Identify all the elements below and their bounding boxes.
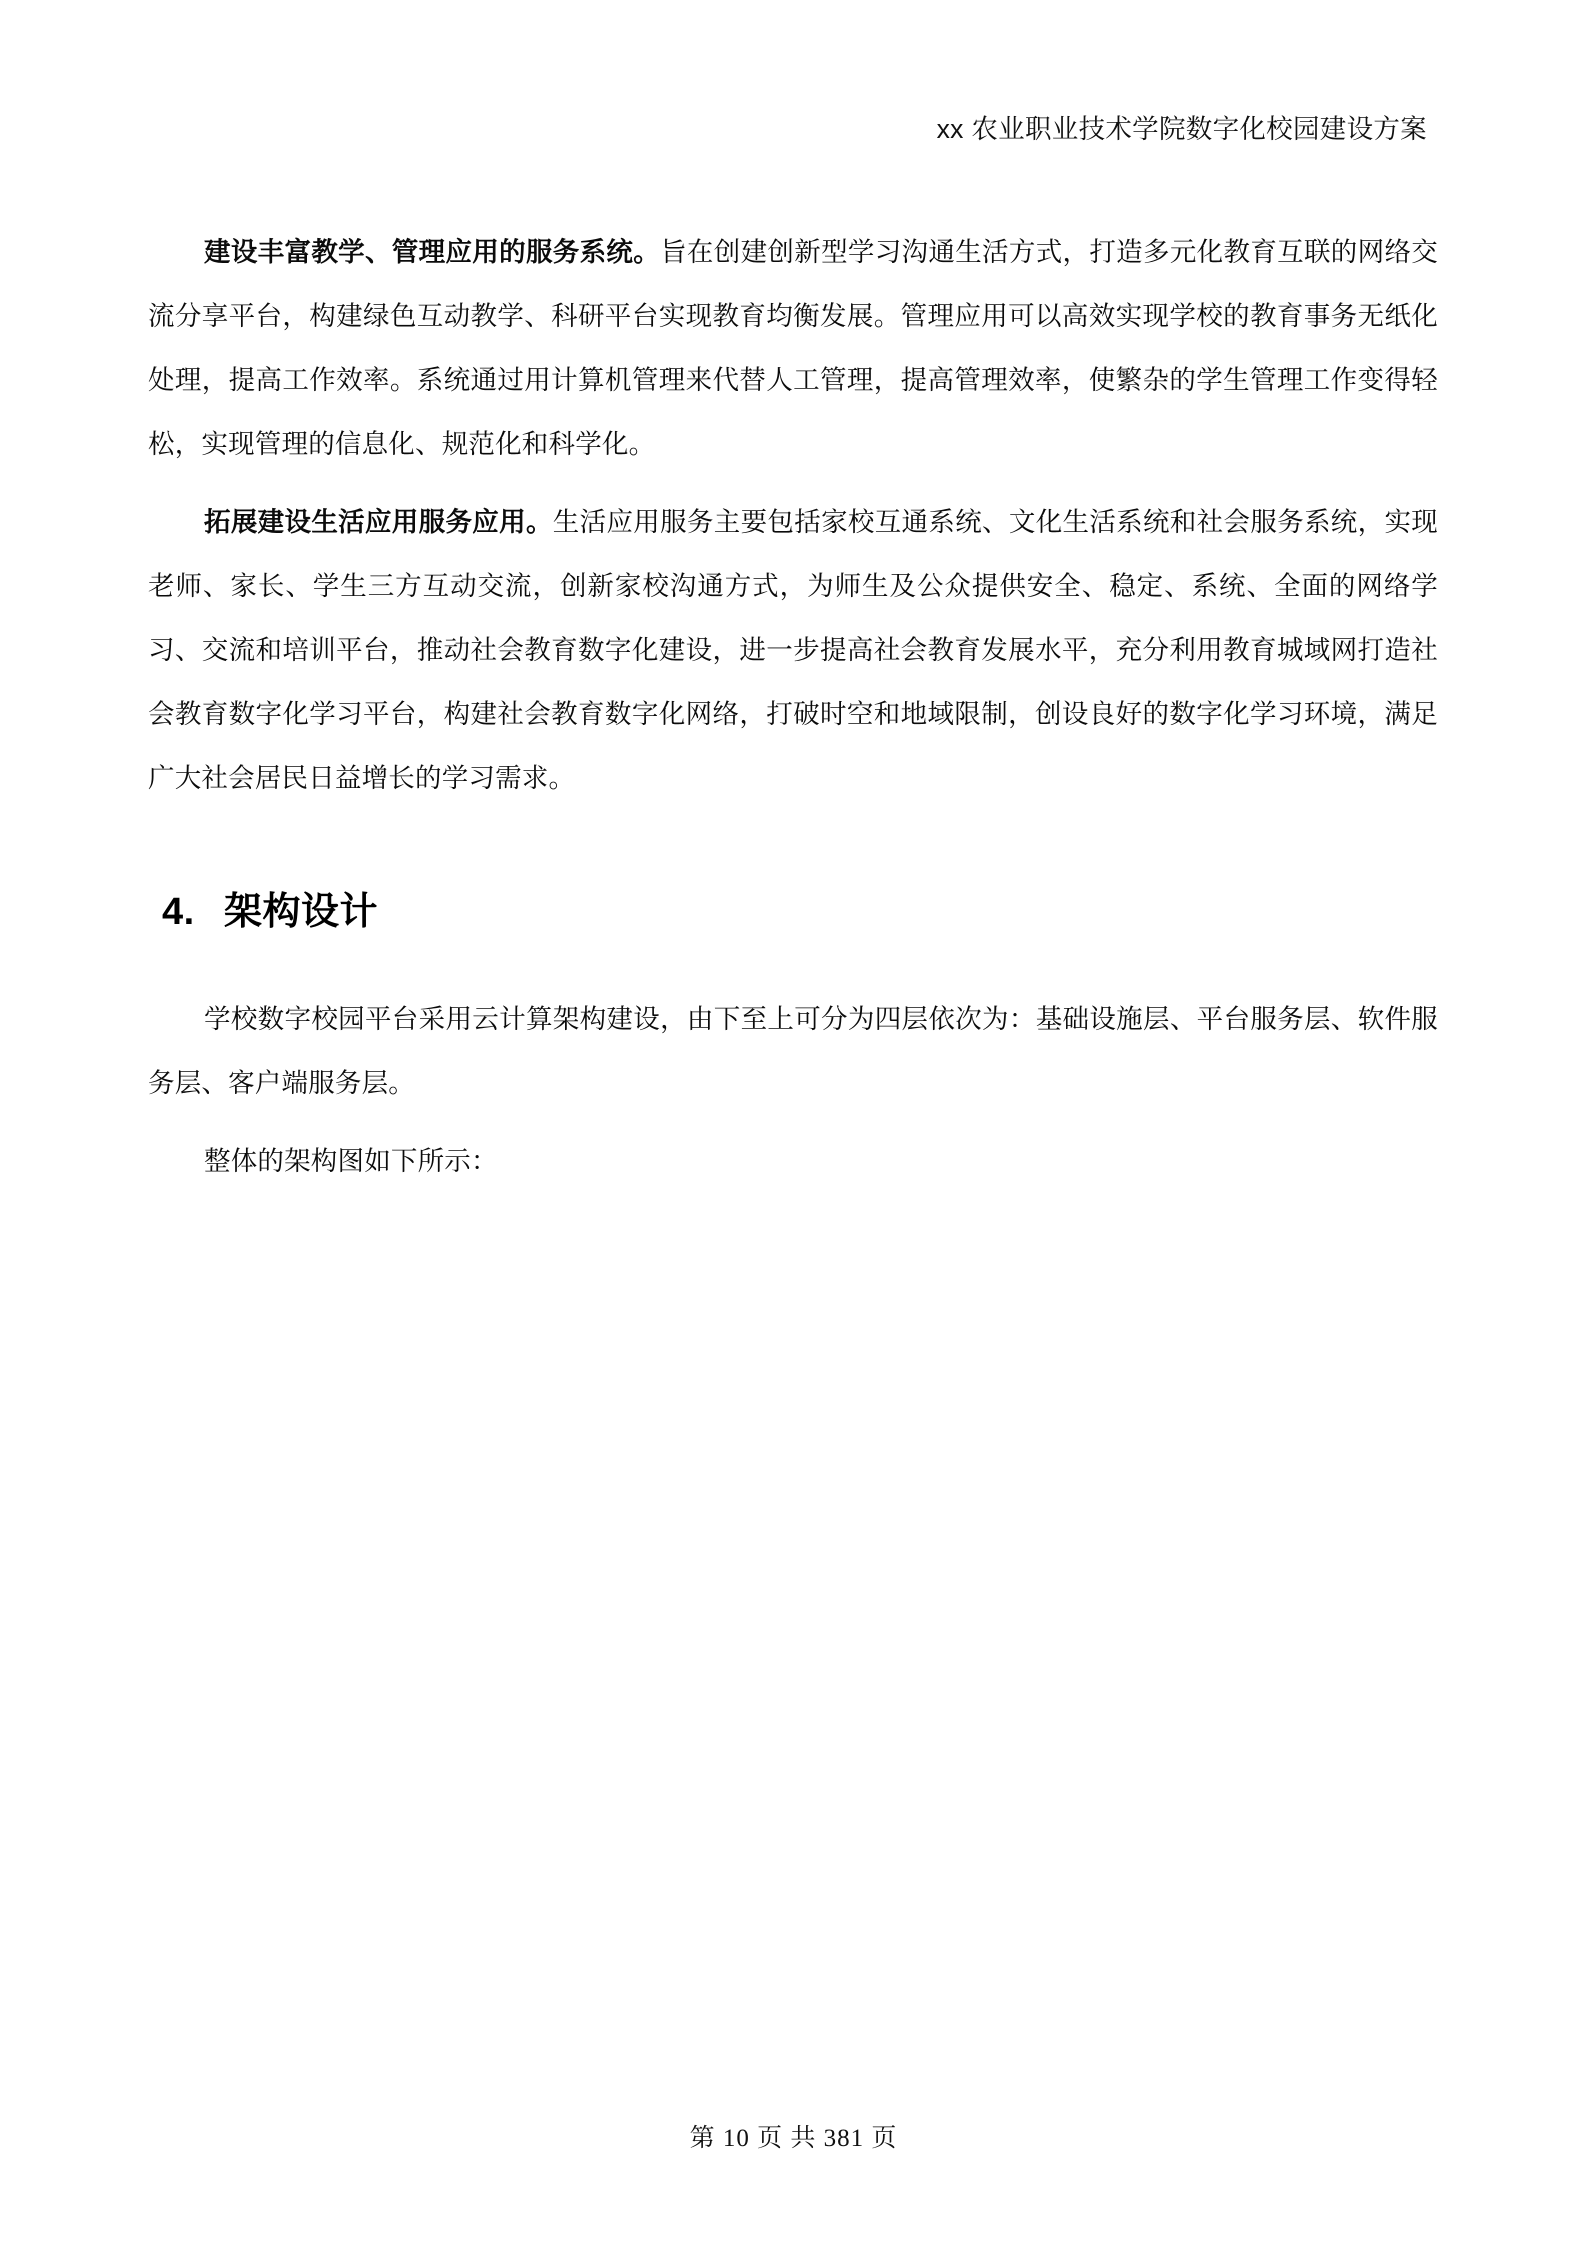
page-title xyxy=(162,888,1438,937)
footer-page-number: 10 xyxy=(722,2125,750,2152)
paragraph-lead-in: 拓展建设生活应用服务应用。 xyxy=(204,507,553,537)
paragraph-service-system xyxy=(148,220,1438,476)
paragraph-figure-caption-lead: 整体的架构图如下所示： xyxy=(204,1146,498,1177)
architecture-figure-placeholder xyxy=(148,1193,1438,1753)
section-title: 架构设计 xyxy=(224,891,379,933)
paragraph-life-application xyxy=(148,490,1438,810)
paragraph-architecture-overview: 学校数字校园平台采用云计算架构建设，由下至上可分为四层依次为：基础设施层、平台服务层、软件服务层、客户端服务层。 xyxy=(148,1004,1438,1099)
footer-prefix: 第 xyxy=(689,2125,716,2152)
paragraph-text: 生活应用服务主要包括家校互通系统、文化生活系统和社会服务系统，实现老师、家长、学生三方互动交流，创新家校沟通方式，为师生及公众提供安全、稳定、系统、全面的网络学习、交流和培训平台，推动社会教育数字化建设，进一步提高社会教育发展水平，充分利用教育城域网打造社会教育数字化学习平台，构建社会教育数字化网络，打破时空和地域限制，创设良好的数字化学习环境，满足广大社会居民日益增长的学习需求。 xyxy=(148,507,1438,793)
footer-middle: 页 共 xyxy=(757,2125,817,2152)
running-header: xx 农业职业技术学院数字化校园建设方案 xyxy=(936,114,1427,144)
paragraph-lead-in: 建设丰富教学、管理应用的服务系统。 xyxy=(204,237,661,267)
page-footer xyxy=(0,2118,1587,2154)
footer-suffix: 页 xyxy=(871,2125,898,2152)
section-heading-wrapper xyxy=(148,888,1438,937)
footer-total-pages: 381 xyxy=(823,2125,865,2152)
document-body xyxy=(148,220,1438,1753)
paragraph-text: 旨在创建创新型学习沟通生活方式，打造多元化教育互联的网络交流分享平台，构建绿色互动教学、科研平台实现教育均衡发展。管理应用可以高效实现学校的教育事务无纸化处理，提高工作效率。系统通过用计算机管理来代替人工管理，提高管理效率，使繁杂的学生管理工作变得轻松，实现管理的信息化、规范化和科学化。 xyxy=(148,237,1438,459)
section-number: 4. xyxy=(162,891,195,933)
